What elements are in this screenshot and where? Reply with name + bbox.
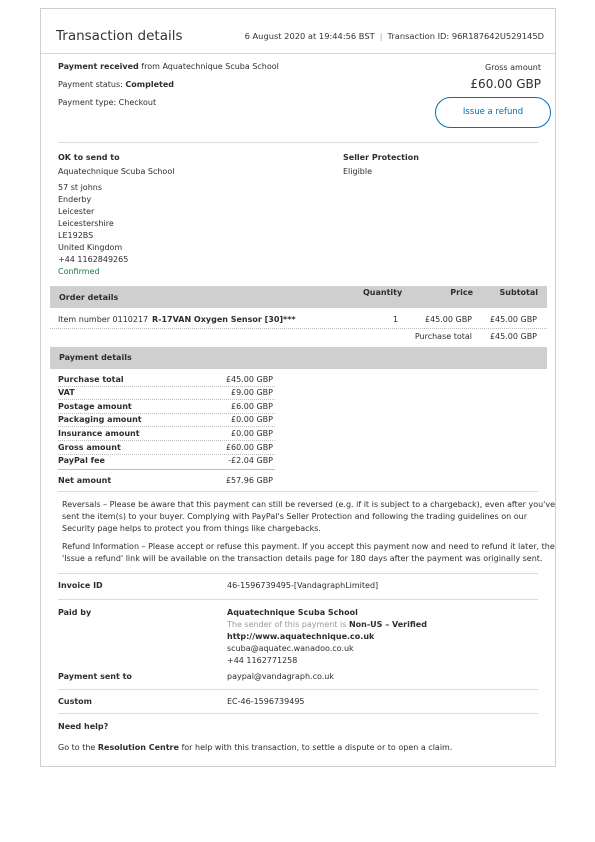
breakdown-value: £0.00 GBP	[231, 415, 273, 424]
item-number: Item number 0110217	[58, 315, 149, 324]
paid-by-website[interactable]: http://www.aquatechnique.co.uk	[227, 632, 375, 641]
paid-by-label: Paid by	[58, 608, 92, 617]
payment-received-from: from Aquatechnique Scuba School	[141, 62, 279, 71]
breakdown-label: VAT	[58, 388, 75, 397]
transaction-id: Transaction ID: 96R187642U529145D	[387, 31, 544, 41]
column-quantity: Quantity	[363, 288, 403, 297]
order-details-bar	[50, 286, 547, 308]
address-line: 57 st johns	[58, 183, 102, 192]
payment-received	[58, 61, 279, 72]
sender-status	[227, 619, 427, 630]
breakdown-label: Purchase total	[58, 375, 124, 384]
address-line: LE192BS	[58, 231, 94, 240]
divider	[58, 689, 538, 690]
item-quantity: 1	[393, 315, 399, 324]
breakdown-value: £60.00 GBP	[225, 443, 273, 452]
payment-status-label: Payment status:	[58, 80, 123, 89]
address-confirmed-status: Confirmed	[58, 267, 100, 276]
paid-by-name: Aquatechnique Scuba School	[227, 608, 358, 617]
column-subtotal: Subtotal	[499, 288, 538, 297]
divider	[58, 491, 538, 492]
column-price: Price	[450, 288, 473, 297]
breakdown-value: £9.00 GBP	[231, 388, 273, 397]
gross-amount-value: £60.00 GBP	[470, 77, 541, 91]
transaction-card	[40, 8, 556, 767]
meta-separator: |	[379, 31, 383, 41]
notice-line: Refund Information – Please accept or refuse this payment. If you accept this payment now and need to refund it later, the	[62, 542, 555, 551]
notice-line: 'Issue a refund' link will be available on the transaction details page for 180 days after the payment was originally sent.	[62, 554, 543, 563]
item-subtotal: £45.00 GBP	[489, 315, 537, 324]
purchase-total-label: Purchase total	[414, 332, 472, 341]
help-text-suffix: for help with this transaction, to settle a dispute or to open a claim.	[181, 743, 453, 752]
payment-received-label: Payment received	[58, 62, 139, 71]
notice-line: Reversals – Please be aware that this payment can still be reversed (e.g. if it is subject to a chargeback), even after you've	[62, 500, 556, 509]
page-title: Transaction details	[56, 28, 183, 44]
row-divider	[58, 440, 275, 441]
notice-line: Security page helps to protect you from things like chargebacks.	[62, 524, 321, 533]
breakdown-label: Net amount	[58, 476, 112, 485]
ship-to-name: Aquatechnique Scuba School	[58, 167, 175, 176]
row-divider	[50, 328, 547, 329]
address-phone: +44 1162849265	[58, 255, 129, 264]
address-line: United Kingdom	[58, 243, 123, 252]
divider	[58, 142, 538, 143]
transaction-meta	[245, 31, 544, 41]
address-line: Leicestershire	[58, 219, 114, 228]
breakdown-label: Gross amount	[58, 443, 121, 452]
item-price: £45.00 GBP	[424, 315, 472, 324]
address-line: Enderby	[58, 195, 92, 204]
total-divider	[58, 469, 275, 470]
payment-status-value: Completed	[125, 80, 174, 89]
breakdown-label: Packaging amount	[58, 415, 142, 424]
need-help-title: Need help?	[58, 722, 109, 731]
purchase-total-value: £45.00 GBP	[489, 332, 537, 341]
help-text	[58, 742, 452, 753]
row-divider	[58, 399, 275, 400]
header	[41, 9, 555, 54]
invoice-id-value: 46-1596739495-[VandagraphLimited]	[227, 581, 379, 590]
breakdown-label: PayPal fee	[58, 456, 105, 465]
payment-sent-to-label: Payment sent to	[58, 672, 132, 681]
divider	[58, 599, 538, 600]
divider	[58, 573, 538, 574]
sender-status-value: Non-US – Verified	[348, 620, 427, 629]
sender-status-prefix: The sender of this payment is	[227, 620, 347, 629]
breakdown-value: £0.00 GBP	[231, 429, 273, 438]
seller-protection-value: Eligible	[343, 167, 373, 176]
breakdown-label: Insurance amount	[58, 429, 140, 438]
item-name: R-17VAN Oxygen Sensor [30]***	[152, 315, 296, 324]
breakdown-value: £6.00 GBP	[231, 402, 273, 411]
order-details-title: Order details	[59, 293, 119, 302]
custom-label: Custom	[58, 697, 92, 706]
resolution-centre-link[interactable]: Resolution Centre	[97, 743, 179, 752]
paid-by-phone: +44 1162771258	[227, 656, 298, 665]
payment-details-title: Payment details	[59, 353, 132, 362]
custom-value: EC-46-1596739495	[227, 697, 305, 706]
invoice-id-label: Invoice ID	[58, 581, 103, 590]
transaction-datetime: 6 August 2020 at 19:44:56 BST	[244, 31, 375, 41]
payment-type: Payment type: Checkout	[58, 98, 157, 107]
payment-sent-to-value[interactable]: paypal@vandagraph.co.uk	[227, 672, 334, 681]
gross-amount-label: Gross amount	[485, 63, 541, 72]
ship-to-label: OK to send to	[58, 153, 120, 162]
payment-status	[58, 79, 174, 90]
breakdown-value: £57.96 GBP	[225, 476, 273, 485]
payment-details-bar	[50, 347, 547, 369]
breakdown-label: Postage amount	[58, 402, 132, 411]
address-line: Leicester	[58, 207, 95, 216]
row-divider	[58, 426, 275, 427]
breakdown-value: £45.00 GBP	[225, 375, 273, 384]
breakdown-value: -£2.04 GBP	[228, 456, 273, 465]
notice-line: sent the item(s) to your buyer. Complying with PayPal's Seller Protection and following the trading guidelines on our	[62, 512, 528, 521]
divider	[58, 713, 538, 714]
seller-protection-label: Seller Protection	[343, 153, 419, 162]
issue-refund-button[interactable]: Issue a refund	[435, 97, 551, 128]
paid-by-email[interactable]: scuba@aquatec.wanadoo.co.uk	[227, 644, 354, 653]
help-text-prefix: Go to the	[58, 743, 96, 752]
